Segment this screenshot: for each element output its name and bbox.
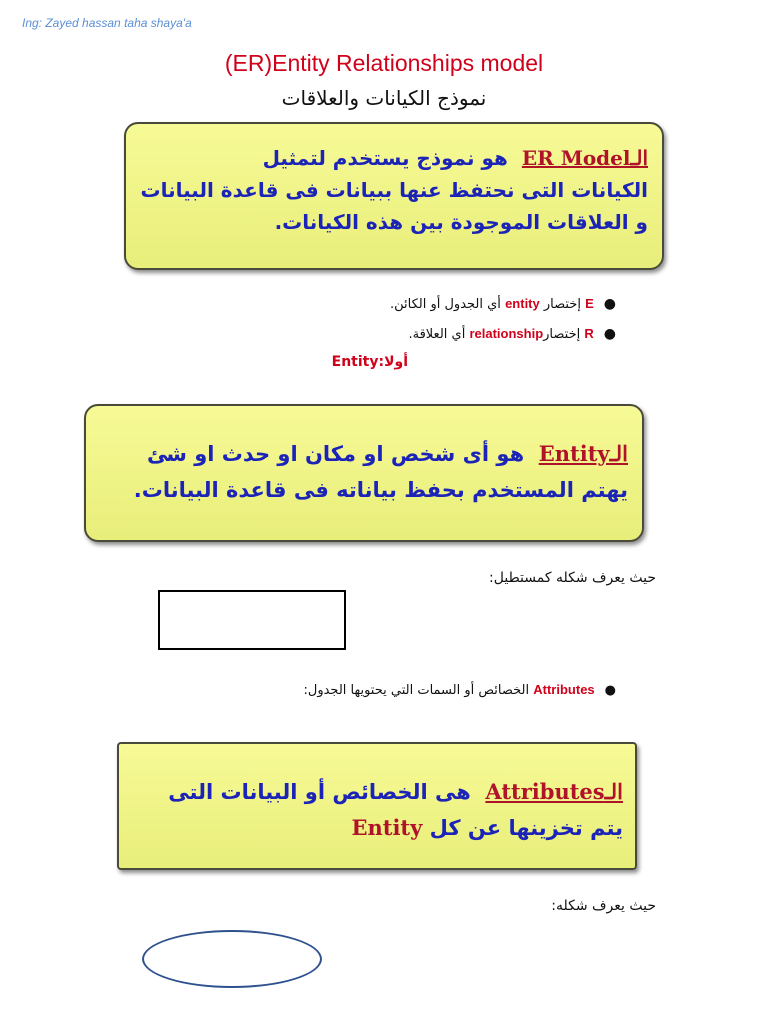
card1-term: ER Model [521, 146, 631, 170]
bullet-e-keyword: entity [505, 296, 540, 311]
page-subtitle: نموذج الكيانات والعلاقات [281, 86, 487, 110]
card2-line2: يهتم المستخدم بحفظ بياناته فى قاعدة البيانات. [133, 478, 628, 502]
entity-definition-card [84, 404, 644, 542]
card1-line2: الكيانات التى نحتفظ عنها ببيانات فى قاعدة البيانات [140, 178, 648, 202]
card3-line2: يتم تخزينها عن كل [429, 816, 623, 840]
bullet-e [390, 296, 616, 312]
section-heading-entity: أولا:Entity [331, 354, 408, 370]
ellipse-caption: حيث يعرف شكله: [551, 898, 656, 914]
bullet-r-keyword: relationship [469, 326, 544, 341]
bullet-dot-icon: ● [604, 683, 616, 698]
attributes-text: الخصائص أو السمات التي يحتويها الجدول: [303, 683, 530, 698]
bullet-e-letter: E [585, 296, 594, 311]
bullet-e-post: أي الجدول أو الكائن. [389, 297, 501, 312]
author-line: Ing: Zayed hassan taha shaya'a [22, 16, 192, 30]
attributes-keyword: Attributes [533, 682, 595, 697]
attribute-ellipse-shape [142, 930, 322, 988]
bullet-e-pre: إختصار [543, 297, 581, 312]
entity-rectangle-shape [158, 590, 346, 650]
card2-term: Entity [538, 441, 610, 466]
bullet-r-post: أي العلاقة. [408, 327, 466, 342]
attributes-definition-card [117, 742, 637, 870]
page-title: (ER)Entity Relationships model [224, 50, 544, 76]
bullet-r [408, 326, 616, 342]
card1-line3: و العلاقات الموجودة بين هذه الكيانات. [274, 210, 648, 234]
card1-line1: هو نموذج يستخدم لتمثيل [262, 146, 508, 170]
er-model-definition-card [124, 122, 664, 270]
bullet-dot-icon: ● [603, 326, 616, 342]
bullet-r-letter: R [584, 326, 594, 341]
rectangle-caption: حيث يعرف شكله كمستطيل: [489, 570, 656, 586]
card3-term: Attributes [485, 779, 605, 804]
card1-prefix: الـ [630, 146, 648, 170]
card3-line2-term: Entity [351, 815, 423, 840]
card2-prefix: الـ [609, 441, 628, 466]
card2-line1: هو أى شخص او مكان او حدث او شئ [146, 442, 525, 466]
attributes-bullet [304, 682, 617, 698]
bullet-r-pre: إختصار [543, 327, 581, 342]
bullet-dot-icon: ● [603, 296, 616, 312]
card3-line1: هى الخصائص أو البيانات التى [168, 780, 471, 804]
card3-prefix: الـ [604, 779, 623, 804]
